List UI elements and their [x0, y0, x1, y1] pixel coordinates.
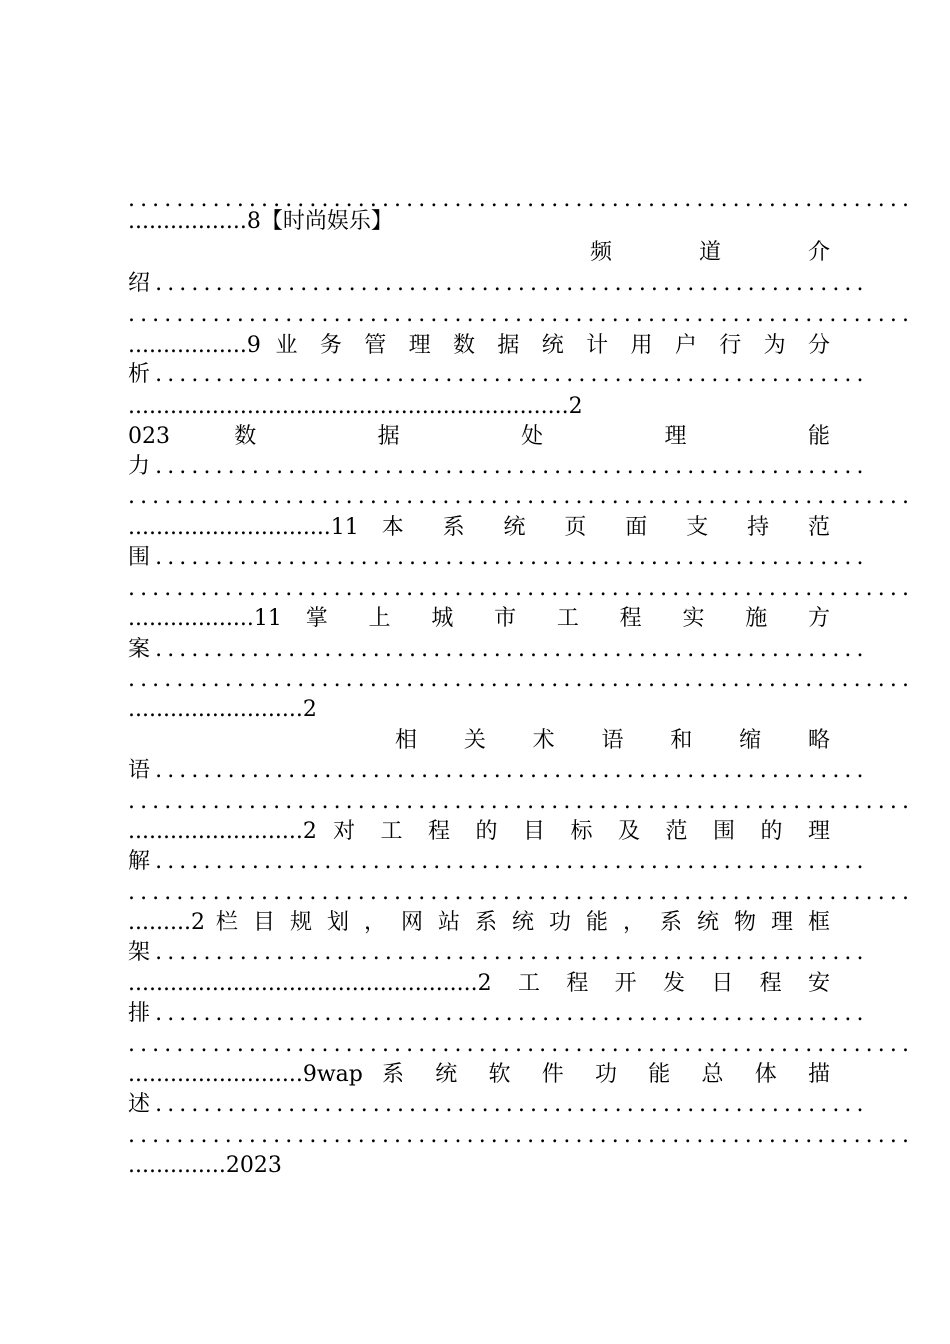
toc-line: 案...........................................................: [128, 637, 869, 662]
toc-line: 解...........................................................: [128, 849, 869, 874]
toc-line: 023 数 据 处 理 能: [128, 424, 830, 449]
toc-line: .............................11 本 系 统 页 面 支 持 范: [128, 515, 830, 540]
toc-line: .................................................................: [128, 187, 915, 212]
toc-line: 相 关 术 语 和 缩 略: [395, 728, 830, 753]
toc-line: .................................................................: [128, 576, 915, 601]
toc-line: .................8【时尚娱乐】: [128, 209, 393, 234]
toc-line: ..................11 掌 上 城 市 工 程 实 施 方: [128, 606, 830, 631]
toc-line: 排...........................................................: [128, 1001, 869, 1026]
toc-line: .........................2 对 工 程 的 目 标 及 范 围 的 理: [128, 819, 830, 844]
toc-line: 析...........................................................: [128, 362, 869, 387]
toc-line: 围...........................................................: [128, 545, 869, 570]
toc-line: .................................................................: [128, 789, 915, 814]
toc-line: ..................................................2工程开发日程安: [128, 971, 830, 996]
toc-line: .................9 业 务 管 理 数 据 统 计 用 户 行 为 分: [128, 333, 830, 358]
toc-line: .................................................................: [128, 302, 915, 327]
toc-line: .................................................................: [128, 484, 915, 509]
toc-line: 绍...........................................................: [128, 271, 869, 296]
toc-line: .........2 栏 目 规 划 ， 网 站 系 统 功 能 ， 系 统 物 理 框: [128, 910, 830, 935]
toc-line: .................................................................: [128, 1032, 915, 1057]
toc-line: .........................2: [128, 697, 317, 722]
toc-line: 述...........................................................: [128, 1092, 869, 1117]
toc-line: .................................................................: [128, 880, 915, 905]
toc-line: 频 道 介: [590, 240, 830, 265]
toc-line: .................................................................: [128, 667, 915, 692]
toc-line: 架...........................................................: [128, 940, 869, 965]
toc-line: 语...........................................................: [128, 758, 869, 783]
toc-line: .........................9wap 系 统 软 件 功 能 总 体 描: [128, 1062, 830, 1087]
toc-line: ..............2023: [128, 1153, 282, 1178]
toc-line: .................................................................: [128, 1123, 915, 1148]
toc-line: ...............................................................2: [128, 394, 583, 419]
toc-line: 力...........................................................: [128, 454, 869, 479]
